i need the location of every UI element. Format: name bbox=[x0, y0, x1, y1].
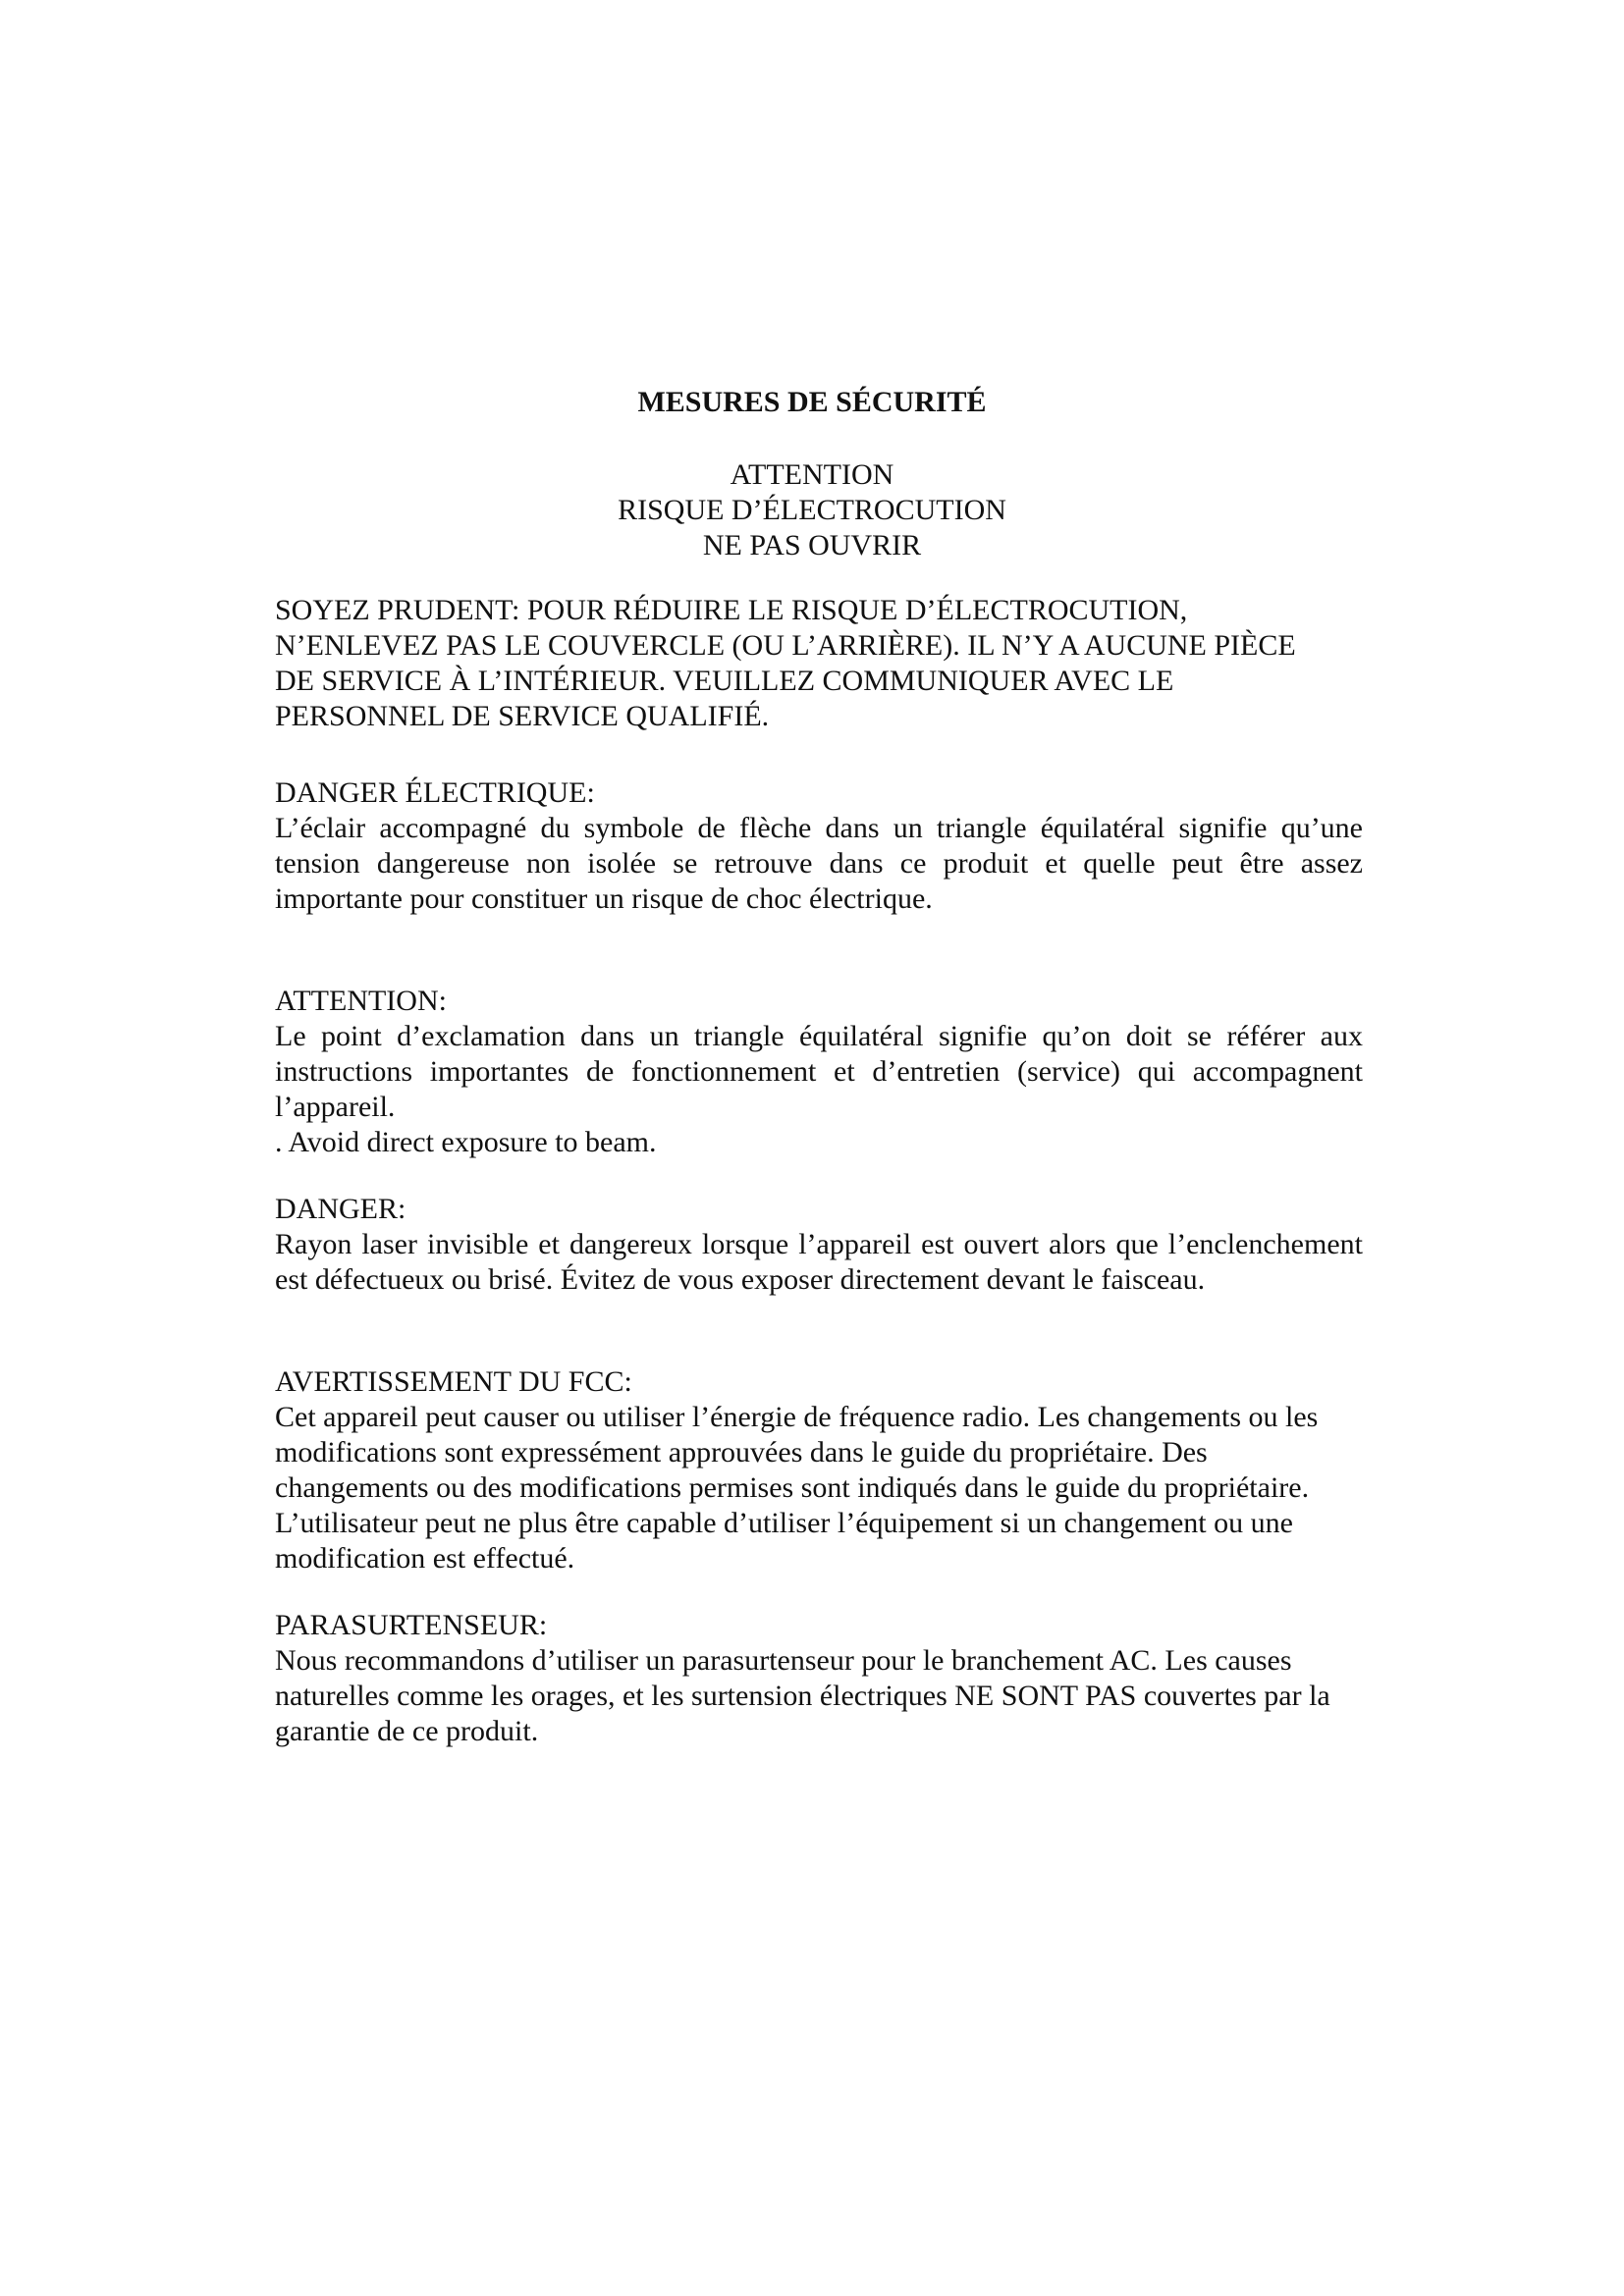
section-body: Le point d’exclamation dans un triangle équilatéral signifie qu’on doit se référer aux instructions importantes de fonctionnement et d’entretien (service) qui accompagnent l’appareil. bbox=[275, 1020, 1363, 1123]
section-body: Rayon laser invisible et dangereux lorsque l’appareil est ouvert alors que l’enclenchement est défectueux ou brisé. Évitez de vous exposer directement devant le faisceau. bbox=[275, 1228, 1363, 1296]
caution-line: N’ENLEVEZ PAS LE COUVERCLE (OU L’ARRIÈRE). IL N’Y A AUCUNE PIÈCE bbox=[275, 629, 1296, 662]
section-heading: AVERTISSEMENT DU FCC: bbox=[275, 1365, 632, 1398]
page-title: MESURES DE SÉCURITÉ bbox=[637, 386, 987, 418]
section-heading: DANGER: bbox=[275, 1193, 406, 1225]
section-line: modification est effectué. bbox=[275, 1542, 575, 1575]
section-body: L’éclair accompagné du symbole de flèche dans un triangle équilatéral signifie qu’une tension dangereuse non isolée se retrouve dans ce produit et quelle peut être assez importante pour constituer un risque de choc électrique. bbox=[275, 812, 1363, 915]
section-line: naturelles comme les orages, et les surtension électriques NE SONT PAS couvertes par la bbox=[275, 1680, 1330, 1712]
section-line: L’utilisateur peut ne plus être capable d’utiliser l’équipement si un changement ou une bbox=[275, 1507, 1293, 1539]
warning-line-risk: RISQUE D’ÉLECTROCUTION bbox=[618, 494, 1006, 526]
caution-line: DE SERVICE À L’INTÉRIEUR. VEUILLEZ COMMUNIQUER AVEC LE bbox=[275, 665, 1174, 697]
section-note: . Avoid direct exposure to beam. bbox=[275, 1126, 657, 1158]
section-line: Nous recommandons d’utiliser un parasurtenseur pour le branchement AC. Les causes bbox=[275, 1644, 1292, 1677]
section-heading: DANGER ÉLECTRIQUE: bbox=[275, 776, 595, 809]
warning-label bbox=[0, 457, 1624, 563]
caution-line: SOYEZ PRUDENT: POUR RÉDUIRE LE RISQUE D’ÉLECTROCUTION, bbox=[275, 594, 1188, 626]
surge-protector-section bbox=[275, 1608, 1363, 1749]
section-line: Cet appareil peut causer ou utiliser l’énergie de fréquence radio. Les changements ou les bbox=[275, 1401, 1319, 1433]
warning-line-attention: ATTENTION bbox=[730, 458, 894, 491]
caution-line: PERSONNEL DE SERVICE QUALIFIÉ. bbox=[275, 700, 770, 732]
section-heading: PARASURTENSEUR: bbox=[275, 1609, 548, 1641]
section-line: changements ou des modifications permises sont indiqués dans le guide du propriétaire. bbox=[275, 1471, 1310, 1504]
section-line: modifications sont expressément approuvées dans le guide du propriétaire. Des bbox=[275, 1436, 1208, 1468]
caution-paragraph bbox=[275, 593, 1363, 734]
danger-section bbox=[275, 1192, 1363, 1298]
section-line: garantie de ce produit. bbox=[275, 1715, 539, 1747]
electrical-danger-section bbox=[275, 775, 1363, 917]
section-heading: ATTENTION: bbox=[275, 985, 447, 1017]
warning-line-do-not-open: NE PAS OUVRIR bbox=[702, 529, 922, 561]
attention-section bbox=[275, 984, 1363, 1160]
fcc-section bbox=[275, 1364, 1363, 1576]
